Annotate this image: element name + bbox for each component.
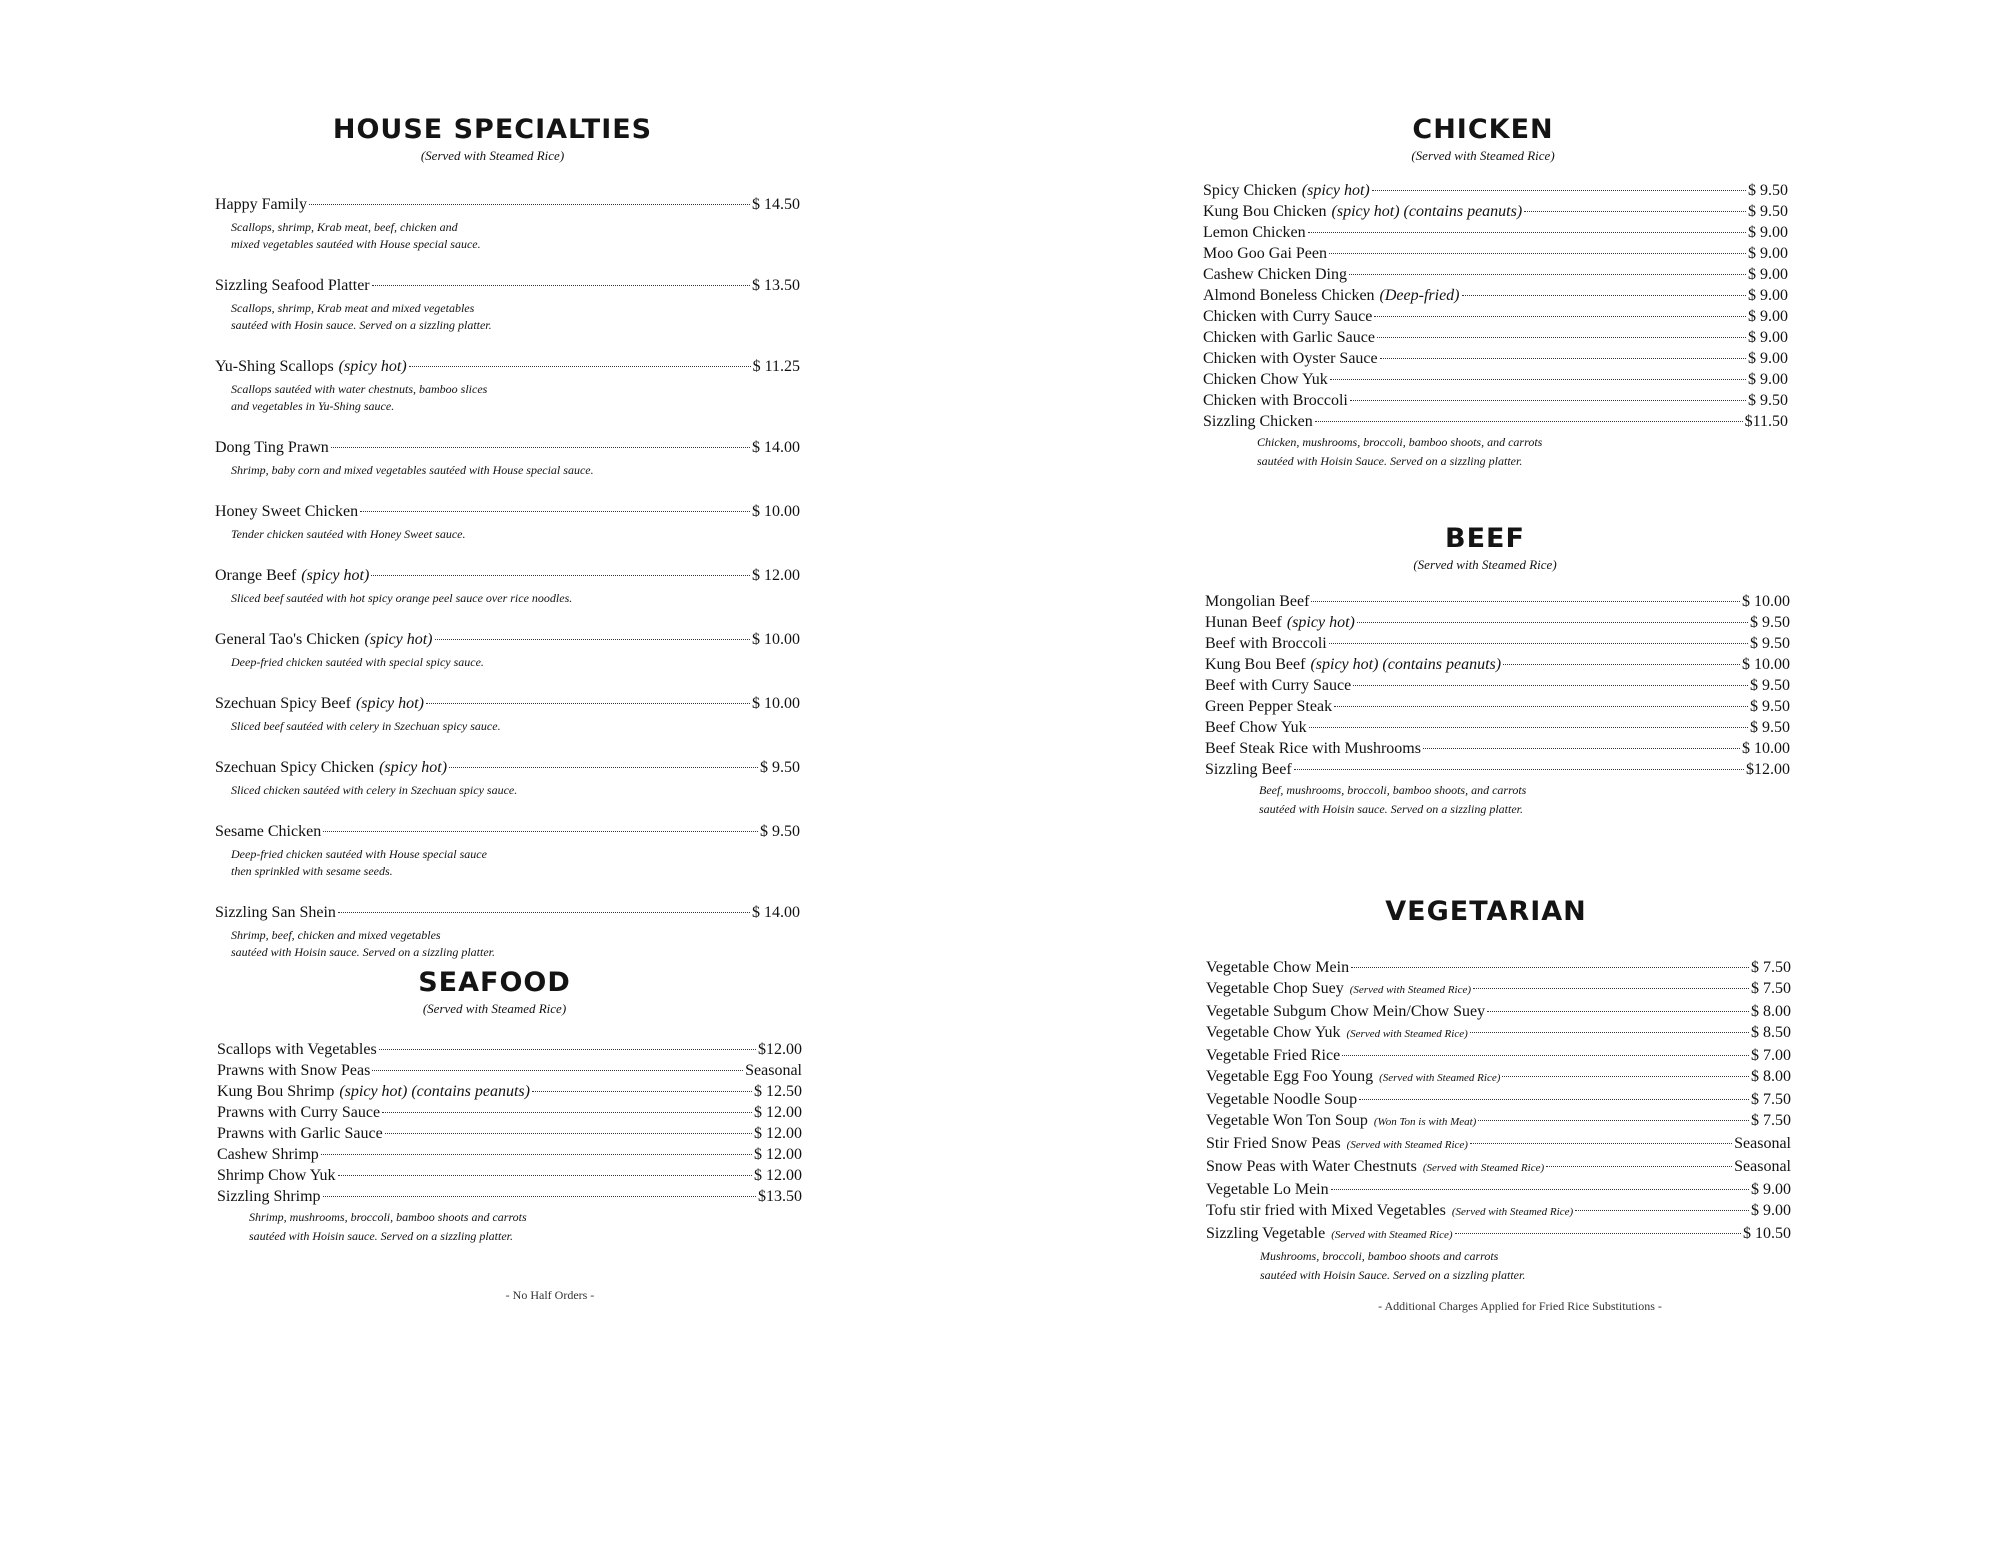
item-note: (Served with Steamed Rice): [1331, 1229, 1453, 1241]
menu-item: [1203, 369, 1788, 390]
item-price: $ 9.50: [1750, 698, 1790, 715]
specialty-entry: [215, 437, 800, 479]
item-tag: (spicy hot) (contains peanuts): [1310, 656, 1502, 673]
item-price: $ 10.00: [1742, 593, 1790, 610]
item-tag: (spicy hot): [301, 567, 370, 584]
item-price: $ 10.00: [752, 695, 800, 712]
dot-leader: [379, 1049, 756, 1050]
item-price: $ 7.50: [1751, 1112, 1791, 1129]
menu-item: [1206, 1089, 1791, 1110]
item-description: Scallops, shrimp, Krab meat, beef, chicken and: [231, 220, 458, 234]
item-name: Cashew Shrimp: [217, 1146, 319, 1163]
menu-item: [215, 356, 800, 377]
item-price: $ 9.50: [760, 759, 800, 776]
item-name: Hunan Beef: [1205, 614, 1282, 631]
menu-item: [1206, 1156, 1791, 1179]
menu-item: [215, 693, 800, 714]
item-name: Kung Bou Shrimp: [217, 1083, 335, 1100]
item-price: $ 9.50: [1748, 182, 1788, 199]
item-price: $ 9.00: [1748, 287, 1788, 304]
menu-item: [217, 1186, 802, 1207]
menu-item: [1203, 285, 1788, 306]
item-name: Beef Chow Yuk: [1205, 719, 1307, 736]
menu-item: [1203, 243, 1788, 264]
dot-leader: [532, 1091, 752, 1092]
item-price: $12.00: [758, 1041, 802, 1058]
item-name: Honey Sweet Chicken: [215, 503, 359, 520]
menu-item: [1206, 1200, 1791, 1223]
dot-leader: [1357, 622, 1748, 623]
dot-leader: [1329, 253, 1746, 254]
item-price: $ 10.00: [752, 503, 800, 520]
dot-leader: [372, 285, 750, 286]
item-price: $ 12.00: [752, 567, 800, 584]
item-tag: (spicy hot): [1301, 182, 1370, 199]
menu-item: [217, 1039, 802, 1060]
dot-leader: [1503, 664, 1740, 665]
footer-note: - No Half Orders -: [505, 1288, 595, 1302]
dot-leader: [382, 1112, 752, 1113]
menu-item: [1203, 201, 1788, 222]
item-description: and vegetables in Yu-Shing sauce.: [231, 399, 395, 413]
item-name: Sizzling Seafood Platter: [215, 277, 370, 294]
item-name: Sizzling Shrimp: [217, 1188, 321, 1205]
item-description: Beef, mushrooms, broccoli, bamboo shoots, and carrots: [1259, 783, 1527, 797]
section-title: HOUSE SPECIALTIES: [332, 114, 653, 145]
item-description: Sliced beef sautéed with hot spicy orange peel sauce over rice noodles.: [231, 591, 573, 605]
menu-item: [1205, 591, 1790, 612]
dot-leader: [1455, 1233, 1742, 1234]
section-seafood: [217, 968, 802, 1245]
section-title: BEEF: [1445, 523, 1525, 554]
dot-leader: [435, 639, 750, 640]
item-price: $ 12.00: [754, 1104, 802, 1121]
menu-item: [1206, 1179, 1791, 1200]
menu-item: [1206, 1133, 1791, 1156]
dot-leader: [1502, 1076, 1749, 1077]
section-chicken: [1203, 115, 1788, 470]
item-name: Vegetable Chow Mein: [1206, 959, 1350, 976]
item-tag: (spicy hot): [1286, 614, 1355, 631]
item-price: $ 9.00: [1748, 371, 1788, 388]
menu-item: [1206, 957, 1791, 978]
section-subtitle: (Served with Steamed Rice): [1411, 148, 1555, 163]
item-price: $13.50: [758, 1188, 802, 1205]
item-name: Kung Bou Beef: [1205, 656, 1306, 673]
specialty-entry: [215, 356, 800, 415]
dot-leader: [1329, 643, 1748, 644]
item-price: $ 7.00: [1751, 1047, 1791, 1064]
item-tag: (Deep-fried): [1379, 287, 1460, 304]
menu-item: [1203, 306, 1788, 327]
specialty-entry: [215, 693, 800, 735]
menu-item: [1203, 411, 1788, 432]
item-name: General Tao's Chicken: [215, 631, 360, 648]
item-price: $ 12.00: [754, 1125, 802, 1142]
item-name: Sizzling San Shein: [215, 904, 336, 921]
item-price: $ 10.50: [1743, 1225, 1791, 1242]
item-description: Shrimp, baby corn and mixed vegetables sautéed with House special sauce.: [231, 463, 594, 477]
dot-leader: [426, 703, 750, 704]
item-note: (Won Ton is with Meat): [1373, 1116, 1477, 1128]
dot-leader: [371, 575, 750, 576]
menu-item: [215, 629, 800, 650]
section-vegetarian: [1206, 897, 1791, 1284]
dot-leader: [1311, 601, 1740, 602]
dot-leader: [1470, 1143, 1732, 1144]
item-name: Sesame Chicken: [215, 823, 322, 840]
item-description: sautéed with Hoisin sauce. Served on a sizzling platter.: [231, 945, 495, 959]
menu-item: [1206, 1223, 1791, 1246]
menu-item: [217, 1060, 802, 1081]
item-description: Deep-fried chicken sautéed with special spicy sauce.: [231, 655, 484, 669]
item-name: Vegetable Lo Mein: [1206, 1181, 1329, 1198]
dot-leader: [1331, 1189, 1749, 1190]
item-name: Vegetable Egg Foo Young: [1206, 1068, 1374, 1085]
specialty-entry: [215, 501, 800, 543]
item-note: (Served with Steamed Rice): [1346, 1139, 1468, 1151]
item-note: (Served with Steamed Rice): [1379, 1072, 1501, 1084]
item-price: $ 14.50: [752, 196, 800, 213]
dot-leader: [331, 447, 750, 448]
menu-item: [1205, 675, 1790, 696]
item-note: (Served with Steamed Rice): [1451, 1206, 1574, 1218]
dot-leader: [1575, 1210, 1749, 1211]
item-price: $ 9.50: [1748, 392, 1788, 409]
item-price: $ 9.00: [1751, 1181, 1791, 1198]
item-name: Lemon Chicken: [1203, 224, 1306, 241]
dot-leader: [323, 1196, 756, 1197]
item-description: sautéed with Hosin sauce. Served on a sizzling platter.: [231, 318, 492, 332]
item-name: Szechuan Spicy Beef: [215, 695, 351, 712]
item-description: Mushrooms, broccoli, bamboo shoots and carrots: [1260, 1249, 1499, 1263]
dot-leader: [1487, 1011, 1749, 1012]
item-name: Vegetable Subgum Chow Mein/Chow Suey: [1206, 1003, 1486, 1020]
item-price: $11.50: [1744, 413, 1788, 430]
item-name: Prawns with Curry Sauce: [217, 1104, 381, 1121]
dot-leader: [385, 1133, 752, 1134]
menu-item: [1203, 180, 1788, 201]
menu-item: [1205, 654, 1790, 675]
item-name: Cashew Chicken Ding: [1203, 266, 1347, 283]
menu-item: [1205, 633, 1790, 654]
item-price: $ 9.00: [1748, 224, 1788, 241]
dot-leader: [1342, 1055, 1749, 1056]
section-title: VEGETARIAN: [1385, 896, 1587, 927]
dot-leader: [1334, 706, 1748, 707]
item-price: $ 12.00: [754, 1146, 802, 1163]
item-name: Vegetable Chop Suey: [1206, 980, 1344, 997]
dot-leader: [1423, 748, 1740, 749]
item-name: Orange Beef: [215, 567, 297, 584]
item-name: Chicken with Oyster Sauce: [1203, 350, 1378, 367]
item-description: sautéed with Hoisin Sauce. Served on a sizzling platter.: [1257, 454, 1523, 468]
item-price: $12.00: [1746, 761, 1790, 778]
menu-item: [217, 1081, 802, 1102]
item-price: $ 10.00: [1742, 740, 1790, 757]
dot-leader: [1462, 295, 1746, 296]
item-name: Prawns with Garlic Sauce: [217, 1125, 383, 1142]
menu-item: [215, 194, 800, 215]
item-name: Sizzling Beef: [1205, 761, 1292, 778]
dot-leader: [409, 366, 751, 367]
item-price: Seasonal: [1734, 1135, 1791, 1152]
dot-leader: [321, 1154, 752, 1155]
section-title: CHICKEN: [1412, 114, 1554, 145]
specialty-entry: [215, 194, 800, 253]
section-subtitle: (Served with Steamed Rice): [420, 148, 565, 163]
dot-leader: [323, 831, 758, 832]
dot-leader: [1478, 1120, 1749, 1121]
item-price: $ 10.00: [1742, 656, 1790, 673]
item-tag: (spicy hot) (contains peanuts): [339, 1083, 530, 1100]
section-beef: [1205, 524, 1790, 818]
menu-item: [215, 821, 800, 842]
item-name: Shrimp Chow Yuk: [217, 1167, 336, 1184]
item-name: Scallops with Vegetables: [217, 1041, 377, 1058]
dot-leader: [449, 767, 758, 768]
menu-item: [1203, 264, 1788, 285]
item-price: $ 14.00: [752, 439, 800, 456]
item-description: Shrimp, beef, chicken and mixed vegetables: [231, 928, 441, 942]
footer-note: - Additional Charges Applied for Fried Rice Substitutions -: [1378, 1299, 1662, 1313]
item-tag: (spicy hot) (contains peanuts): [1331, 203, 1523, 220]
dot-leader: [1473, 988, 1749, 989]
item-description: Scallops, shrimp, Krab meat and mixed vegetables: [231, 301, 475, 315]
dot-leader: [1524, 211, 1746, 212]
menu-item: [215, 565, 800, 586]
item-price: $ 13.50: [752, 277, 800, 294]
dot-leader: [1372, 190, 1746, 191]
item-name: Green Pepper Steak: [1205, 698, 1333, 715]
specialty-entry: [215, 565, 800, 607]
item-price: $ 9.50: [760, 823, 800, 840]
item-name: Kung Bou Chicken: [1203, 203, 1327, 220]
item-description: Tender chicken sautéed with Honey Sweet sauce.: [231, 527, 466, 541]
section-subtitle: (Served with Steamed Rice): [1413, 557, 1557, 572]
item-price: Seasonal: [745, 1062, 802, 1079]
item-price: $ 9.50: [1750, 719, 1790, 736]
menu-item: [1206, 1022, 1791, 1045]
dot-leader: [1359, 1099, 1749, 1100]
item-description: Sliced chicken sautéed with celery in Szechuan spicy sauce.: [231, 783, 518, 797]
section-title: SEAFOOD: [418, 967, 571, 998]
menu-item: [1205, 759, 1790, 780]
menu-item: [215, 902, 800, 923]
dot-leader: [1380, 358, 1746, 359]
menu-item: [1203, 390, 1788, 411]
item-price: $ 9.00: [1748, 329, 1788, 346]
dot-leader: [338, 1175, 752, 1176]
specialty-entry: [215, 629, 800, 671]
dot-leader: [338, 912, 750, 913]
item-name: Sizzling Chicken: [1203, 413, 1313, 430]
dot-leader: [1374, 316, 1746, 317]
item-price: $ 9.50: [1748, 203, 1788, 220]
item-price: $ 7.50: [1751, 959, 1791, 976]
item-name: Beef Steak Rice with Mushrooms: [1205, 740, 1421, 757]
item-description: Deep-fried chicken sautéed with House special sauce: [231, 847, 487, 861]
item-description: mixed vegetables sautéed with House special sauce.: [231, 237, 481, 251]
dot-leader: [1308, 232, 1746, 233]
section-subtitle: (Served with Steamed Rice): [422, 1001, 567, 1016]
menu-item: [1203, 348, 1788, 369]
menu-item: [217, 1165, 802, 1186]
menu-item: [1206, 978, 1791, 1001]
dot-leader: [1349, 274, 1746, 275]
dot-leader: [1315, 421, 1743, 422]
item-name: Szechuan Spicy Chicken: [215, 759, 375, 776]
item-name: Happy Family: [215, 196, 307, 213]
item-price: Seasonal: [1734, 1158, 1791, 1175]
item-price: $ 11.25: [752, 358, 800, 375]
item-name: Vegetable Noodle Soup: [1206, 1091, 1358, 1108]
item-name: Prawns with Snow Peas: [217, 1062, 371, 1079]
item-price: $ 8.00: [1751, 1003, 1791, 1020]
item-name: Dong Ting Prawn: [215, 439, 329, 456]
item-price: $ 9.00: [1751, 1202, 1791, 1219]
dot-leader: [1350, 400, 1746, 401]
item-price: $ 9.00: [1748, 350, 1788, 367]
item-name: Chicken with Garlic Sauce: [1203, 329, 1375, 346]
dot-leader: [1546, 1166, 1732, 1167]
menu-item: [217, 1144, 802, 1165]
section-house-specialties: [215, 115, 800, 983]
item-description: sautéed with Hoisin sauce. Served on a sizzling platter.: [249, 1229, 513, 1243]
item-name: Snow Peas with Water Chestnuts: [1206, 1158, 1417, 1175]
item-name: Chicken with Broccoli: [1203, 392, 1348, 409]
item-price: $ 7.50: [1751, 980, 1791, 997]
item-price: $ 7.50: [1751, 1091, 1791, 1108]
menu-item: [217, 1123, 802, 1144]
item-note: (Served with Steamed Rice): [1349, 984, 1472, 996]
menu-item: [215, 437, 800, 458]
specialty-entry: [215, 757, 800, 799]
specialty-entry: [215, 902, 800, 961]
menu-item: [1206, 1066, 1791, 1089]
item-name: Vegetable Chow Yuk: [1206, 1024, 1341, 1041]
dot-leader: [1377, 337, 1746, 338]
item-description: Scallops sautéed with water chestnuts, bamboo slices: [231, 382, 488, 396]
menu-item: [217, 1102, 802, 1123]
menu-item: [1205, 717, 1790, 738]
item-name: Chicken with Curry Sauce: [1203, 308, 1373, 325]
item-tag: (spicy hot): [338, 358, 407, 375]
dot-leader: [1330, 379, 1746, 380]
item-price: $ 9.00: [1748, 245, 1788, 262]
item-note: (Served with Steamed Rice): [1422, 1162, 1545, 1174]
item-description: Shrimp, mushrooms, broccoli, bamboo shoots and carrots: [249, 1210, 527, 1224]
dot-leader: [1309, 727, 1748, 728]
menu-item: [1203, 327, 1788, 348]
item-name: Sizzling Vegetable: [1206, 1225, 1326, 1242]
item-price: $ 12.50: [754, 1083, 802, 1100]
item-price: $ 9.00: [1748, 266, 1788, 283]
menu-item: [1206, 1110, 1791, 1133]
item-tag: (spicy hot): [355, 695, 424, 712]
specialty-entry: [215, 275, 800, 334]
dot-leader: [1294, 769, 1744, 770]
dot-leader: [1353, 685, 1748, 686]
menu-item: [1205, 696, 1790, 717]
dot-leader: [1351, 967, 1749, 968]
item-name: Tofu stir fried with Mixed Vegetables: [1206, 1202, 1446, 1219]
item-price: $ 9.50: [1750, 635, 1790, 652]
item-price: $ 12.00: [754, 1167, 802, 1184]
item-price: $ 9.50: [1750, 614, 1790, 631]
item-note: (Served with Steamed Rice): [1346, 1028, 1468, 1040]
item-name: Beef with Curry Sauce: [1205, 677, 1352, 694]
item-name: Almond Boneless Chicken: [1203, 287, 1375, 304]
item-name: Vegetable Won Ton Soup: [1206, 1112, 1368, 1129]
specialty-entry: [215, 821, 800, 880]
dot-leader: [1470, 1032, 1749, 1033]
item-description: sautéed with Hoisin Sauce. Served on a sizzling platter.: [1260, 1268, 1526, 1282]
item-price: $ 8.00: [1751, 1068, 1791, 1085]
menu-item: [215, 501, 800, 522]
item-price: $ 8.50: [1751, 1024, 1791, 1041]
item-name: Spicy Chicken: [1203, 182, 1297, 199]
item-price: $ 10.00: [752, 631, 800, 648]
item-description: then sprinkled with sesame seeds.: [231, 864, 393, 878]
item-description: Chicken, mushrooms, broccoli, bamboo shoots, and carrots: [1257, 435, 1543, 449]
dot-leader: [372, 1070, 743, 1071]
item-name: Vegetable Fried Rice: [1206, 1047, 1341, 1064]
item-name: Moo Goo Gai Peen: [1203, 245, 1327, 262]
menu-item: [1203, 222, 1788, 243]
item-name: Stir Fried Snow Peas: [1206, 1135, 1341, 1152]
item-tag: (spicy hot): [379, 759, 448, 776]
dot-leader: [309, 204, 750, 205]
item-description: sautéed with Hoisin sauce. Served on a sizzling platter.: [1259, 802, 1523, 816]
item-description: Sliced beef sautéed with celery in Szechuan spicy sauce.: [231, 719, 501, 733]
menu-item: [215, 275, 800, 296]
item-price: $ 9.00: [1748, 308, 1788, 325]
menu-item: [1205, 738, 1790, 759]
menu-item: [1205, 612, 1790, 633]
item-price: $ 9.50: [1750, 677, 1790, 694]
menu-item: [1206, 1001, 1791, 1022]
item-tag: (spicy hot): [364, 631, 433, 648]
menu-item: [1206, 1045, 1791, 1066]
menu-item: [215, 757, 800, 778]
item-name: Mongolian Beef: [1205, 593, 1310, 610]
dot-leader: [360, 511, 750, 512]
item-name: Chicken Chow Yuk: [1203, 371, 1328, 388]
item-name: Beef with Broccoli: [1205, 635, 1327, 652]
item-name: Yu-Shing Scallops: [215, 358, 334, 375]
item-price: $ 14.00: [752, 904, 800, 921]
